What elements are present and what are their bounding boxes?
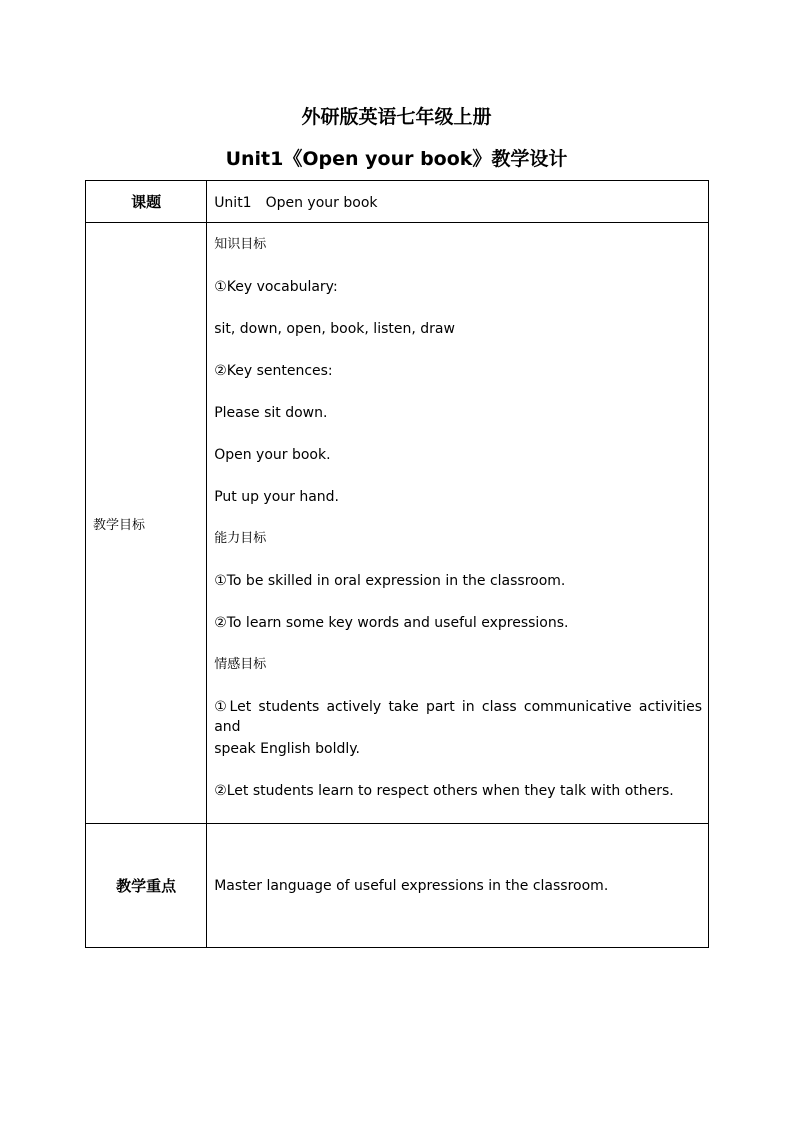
- goals-section-ability: 能力目标: [214, 531, 267, 546]
- lesson-plan-table: [85, 180, 709, 948]
- goals-line: Please sit down.: [214, 405, 328, 421]
- goals-line: ②To learn some key words and useful expressions.: [214, 615, 569, 631]
- topic-label: 课题: [86, 181, 207, 223]
- table-row-focus: [86, 824, 709, 948]
- goals-line: ①Key vocabulary:: [214, 279, 338, 295]
- goals-section-knowledge: 知识目标: [214, 237, 267, 252]
- goals-line: speak English boldly.: [214, 741, 360, 757]
- goals-section-emotion: 情感目标: [214, 657, 267, 672]
- document-title: 外研版英语七年级上册: [301, 106, 492, 128]
- goals-line: ①Let students actively take part in class communicative activities and: [214, 699, 702, 735]
- goals-line: Open your book.: [214, 447, 331, 463]
- goals-line: ②Let students learn to respect others when they talk with others.: [214, 783, 674, 799]
- focus-content: [207, 824, 709, 948]
- focus-label: 教学重点: [86, 824, 207, 948]
- document-subtitle: Unit1《Open your book》教学设计: [225, 148, 568, 170]
- goals-line: Put up your hand.: [214, 489, 339, 505]
- goals-list: [214, 223, 702, 823]
- document-header: [0, 100, 793, 174]
- goals-line: sit, down, open, book, listen, draw: [214, 321, 455, 337]
- goals-line: ②Key sentences:: [214, 363, 333, 379]
- table-row-goals: [86, 223, 709, 824]
- topic-value: Unit1 Open your book: [207, 181, 709, 223]
- goals-content: [207, 223, 709, 824]
- table-row-topic: [86, 181, 709, 223]
- focus-value: Master language of useful expressions in the classroom.: [214, 877, 609, 894]
- goals-label: 教学目标: [86, 223, 207, 824]
- goals-line: ①To be skilled in oral expression in the classroom.: [214, 573, 566, 589]
